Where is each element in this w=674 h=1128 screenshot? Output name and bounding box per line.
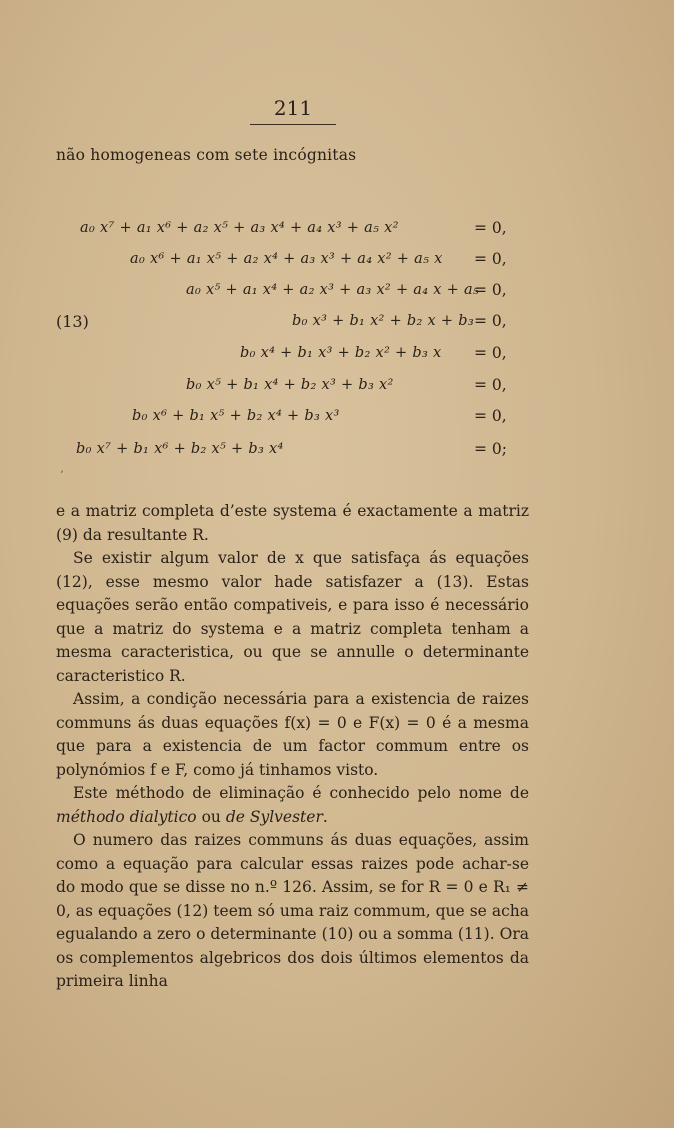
- paragraph-2: Se existir algum valor de x que satisfaça ás equações (12), esse mesmo valor hade satisfazer a (13). Estas equações serão então compativeis, e para isso é necessário que a matriz do systema e a matriz completa tenham a mesma caracteristica, ou que se annulle o determinante caracteristico R.: [56, 549, 529, 685]
- body-text: [56, 500, 529, 994]
- equation-rhs-6: = 0,: [474, 376, 507, 394]
- paragraph-4-connector: ou: [196, 807, 226, 826]
- paragraph-5: O numero das raizes communs ás duas equações, assim como a equação para calcular essas raizes pode achar-se do modo que se disse no n.º 126. Assim, se for R = 0 e R₁ ≠ 0, as equações (12) teem só uma raiz commum, que se acha egualando a zero o determinante (10) ou a somma (11). Ora os complementos algebricos dos dois últimos elementos da primeira linha: [56, 831, 529, 990]
- equation-label: (13): [56, 312, 89, 331]
- method-name-dialytico: méthodo dialytico: [56, 807, 197, 826]
- equation-rhs-5: = 0,: [474, 344, 507, 362]
- paragraph-4: [56, 782, 529, 829]
- paragraph-4-text: Este méthodo de eliminação é conhecido pelo nome de: [73, 784, 529, 802]
- equation-rhs-8: = 0;: [474, 440, 507, 458]
- equation-line-7: b₀ x⁶ + b₁ x⁵ + b₂ x⁴ + b₃ x³: [132, 408, 340, 424]
- equation-line-4: b₀ x³ + b₁ x² + b₂ x + b₃: [292, 313, 474, 329]
- header-rule: [250, 124, 336, 125]
- equation-line-8: b₀ x⁷ + b₁ x⁶ + b₂ x⁵ + b₃ x⁴: [76, 441, 284, 457]
- equation-line-2: a₀ x⁶ + a₁ x⁵ + a₂ x⁴ + a₃ x³ + a₄ x² + a₅ x: [130, 251, 443, 267]
- paragraph-4-end: .: [322, 807, 328, 826]
- intro-line: não homogeneas com sete incógnitas: [56, 146, 357, 164]
- paragraph-3: Assim, a condição necessária para a existencia de raizes communs ás duas equações f(x) = 0 e F(x) = 0 é a mesma que para a existencia de um factor commum entre os polynómios f e F, como já tinhamos visto.: [56, 690, 529, 779]
- method-name-sylvester: de Sylvester: [225, 807, 323, 826]
- paragraph-1: e a matriz completa d’este systema é exactamente a matriz (9) da resultante R.: [56, 502, 529, 544]
- equation-line-1: a₀ x⁷ + a₁ x⁶ + a₂ x⁵ + a₃ x⁴ + a₄ x³ + a₅ x²: [80, 220, 399, 236]
- equation-rhs-7: = 0,: [474, 407, 507, 425]
- equation-rhs-1: = 0,: [474, 219, 507, 237]
- equation-rhs-2: = 0,: [474, 250, 507, 268]
- equation-line-3: a₀ x⁵ + a₁ x⁴ + a₂ x³ + a₃ x² + a₄ x + a₅: [186, 282, 480, 298]
- equation-line-5: b₀ x⁴ + b₁ x³ + b₂ x² + b₃ x: [240, 345, 442, 361]
- print-mark: ʼ: [60, 470, 64, 481]
- equation-rhs-4: = 0,: [474, 312, 507, 330]
- equation-line-6: b₀ x⁵ + b₁ x⁴ + b₂ x³ + b₃ x²: [186, 377, 394, 393]
- page-number: 211: [273, 96, 313, 120]
- equation-rhs-3: = 0,: [474, 281, 507, 299]
